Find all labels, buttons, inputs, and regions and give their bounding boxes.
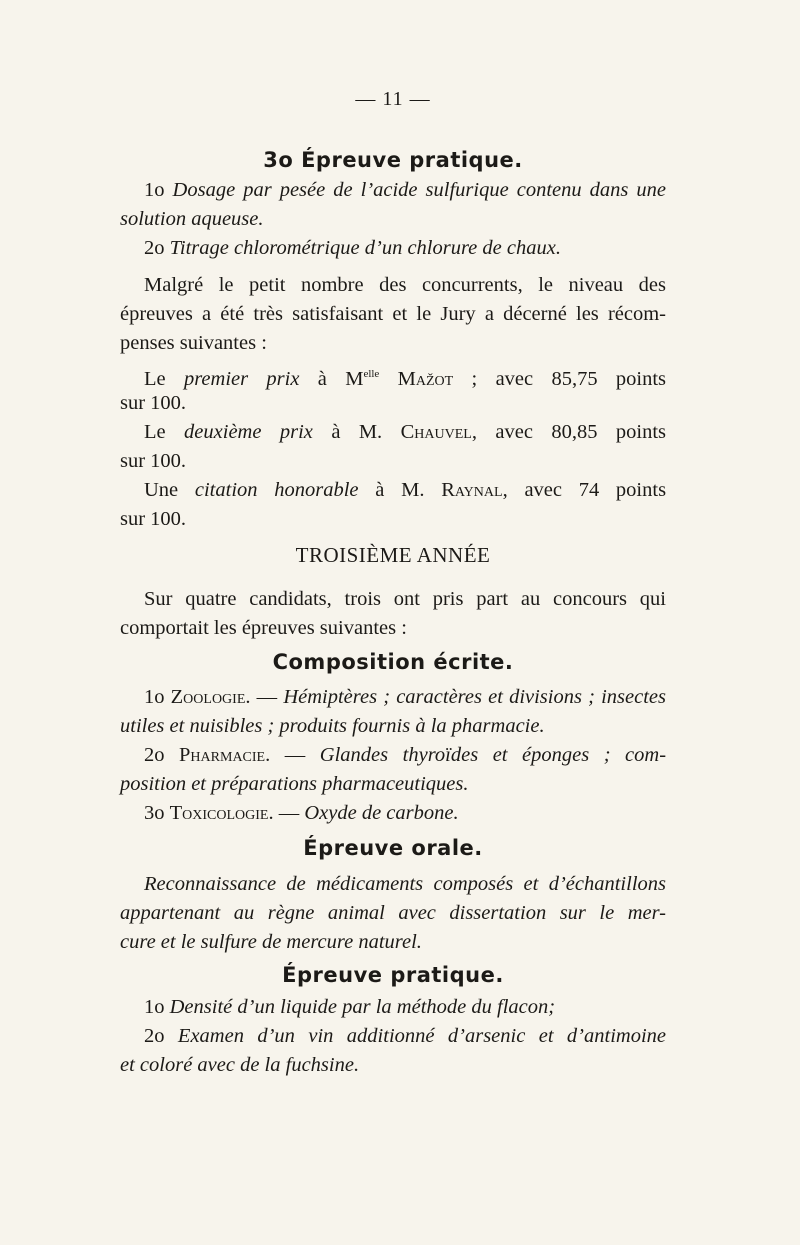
heading-epreuve-orale: Épreuve orale.	[303, 836, 483, 860]
practical-item2-line1: 2o Examen d’un vin additionné d’arsenic et d’antimoine	[144, 1025, 667, 1047]
para-line1: Malgré le petit nombre des concurrents, le niveau des	[144, 274, 666, 296]
toxicology-line1: 3o Toxicologie. — Oxyde de carbone.	[144, 802, 459, 824]
prize2-line1: Le deuxième prix à M. Chauvel, avec 80,85 points	[144, 421, 667, 443]
item1-line1: 1o Dosage par pesée de l’acide sulfurique contenu dans une	[144, 179, 666, 201]
para-line3: penses suivantes :	[120, 332, 267, 354]
pharmacy-line1: 2o Pharmacie. — Glandes thyroïdes et éponges ; com-	[144, 744, 667, 766]
para-line2: épreuves a été très satisfaisant et le Jury a décerné les récom-	[120, 303, 666, 325]
prize3-line1: Une citation honorable à M. Raynal, avec 74 points	[144, 479, 667, 501]
zoology-line2: utiles et nuisibles ; produits fournis à la pharmacie.	[120, 715, 545, 737]
prize1-line2: sur 100.	[120, 392, 187, 414]
pharmacy-line2: position et préparations pharmaceutiques.	[120, 773, 469, 795]
prize1-line1: Le premier prix à $M^{elle}$ Mažot ; avec 85,75 points	[144, 368, 667, 390]
item1-line2: solution aqueuse.	[120, 208, 264, 230]
oral-line3: cure et le sulfure de mercure naturel.	[120, 931, 422, 953]
heading-epreuve-pratique: Épreuve pratique.	[282, 963, 504, 987]
section1-items	[120, 176, 666, 263]
intro-line1: Sur quatre candidats, trois ont pris part au concours qui	[144, 588, 666, 610]
results-paragraph	[120, 271, 666, 358]
oral-line1: Reconnaissance de médicaments composés et d’échantillons	[144, 873, 666, 895]
prizes-list	[120, 360, 666, 534]
zoology-line1: 1o Zoologie. — Hémiptères ; caractères et divisions ; insectes	[144, 686, 666, 708]
heading-troisieme-annee: TROISIÈME ANNÉE	[295, 543, 491, 567]
intro-line2: comportait les épreuves suivantes :	[120, 617, 407, 639]
oral-paragraph	[120, 870, 666, 957]
practical-items	[120, 993, 666, 1080]
prize2-line2: sur 100.	[120, 450, 187, 472]
section2-intro	[120, 585, 666, 643]
page	[120, 0, 666, 1245]
item2-line1: 2o Titrage chlorométrique d’un chlorure de chaux.	[144, 237, 561, 259]
oral-line2: appartenant au règne animal avec dissertation sur le mer-	[120, 902, 666, 924]
prize3-line2: sur 100.	[120, 508, 187, 530]
practical-item2-line2: et coloré avec de la fuchsine.	[120, 1054, 360, 1076]
heading-epreuve-pratique-3: 3o Épreuve pratique.	[263, 148, 523, 172]
page-number: — 11 —	[355, 88, 431, 110]
practical-item1: 1o Densité d’un liquide par la méthode du flacon;	[144, 996, 556, 1018]
written-items	[120, 683, 666, 828]
heading-composition-ecrite: Composition écrite.	[272, 650, 514, 674]
